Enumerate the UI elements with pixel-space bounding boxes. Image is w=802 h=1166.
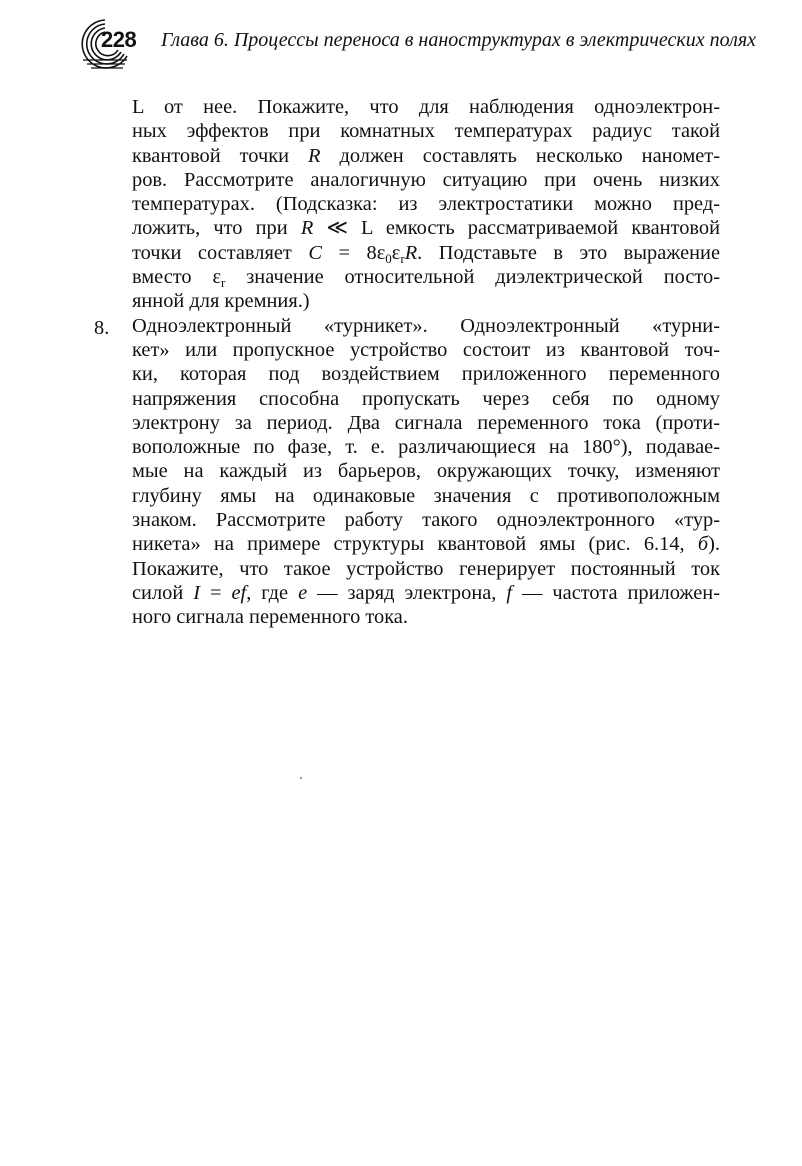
text-line: точки составляет $C = 8\varepsilon_0\varepsilon_rR$. Подставьте в это выражение: [132, 241, 721, 266]
text-line: напряжения способна пропускать через себя по одному: [132, 387, 720, 410]
page-number: 228: [101, 27, 137, 52]
text-line: квантовой точки R должен составлять несколько наномет-: [132, 144, 720, 167]
text-line: электрону за период. Два сигнала переменного тока (проти-: [132, 411, 720, 434]
text-line: ного сигнала переменного тока.: [132, 606, 408, 629]
text-line: воположные по фазе, т. е. различающиеся на 180°), подавае-: [132, 436, 720, 459]
text-line: L от нее. Покажите, что для наблюдения одноэлектрон-: [132, 96, 720, 118]
text-line: ных эффектов при комнатных температурах радиус такой: [132, 120, 720, 143]
text-line: силой I = ef, где e — заряд электрона, f — частота приложен-: [132, 581, 720, 604]
text-line: Покажите, что такое устройство генерирует постоянный ток: [132, 557, 720, 580]
text-line: ложить, что при R ≪ L емкость рассматриваемой квантовой: [132, 217, 721, 240]
text-line: янной для кремния.): [132, 290, 310, 313]
text-line: знаком. Рассмотрите работу такого одноэлектронного «тур-: [132, 509, 720, 532]
text-line: никета» на примере структуры квантовой ямы (рис. 6.14, б).: [132, 533, 720, 556]
text-line: Одноэлектронный «турникет». Одноэлектронный «турни-: [132, 314, 720, 337]
list-item-number: 8.: [94, 317, 110, 339]
text-line: ров. Рассмотрите аналогичную ситуацию при очень низких: [132, 168, 720, 191]
text-line: кет» или пропускное устройство состоит из квантовой точ-: [132, 338, 720, 361]
text-line: мые на каждый из барьеров, окружающих точку, изменяют: [132, 460, 720, 483]
stray-dot: [300, 777, 302, 779]
page-header: [75, 16, 756, 72]
text-line: температурах. (Подсказка: из электростатики можно пред-: [132, 193, 720, 216]
text-line: вместо $\varepsilon_r$ значение относительной диэлектрической посто-: [132, 266, 720, 291]
text-line: глубину ямы на одинаковые значения с противоположным: [132, 484, 720, 507]
text-line: ки, которая под воздействием приложенного переменного: [132, 363, 720, 386]
main-text: [132, 95, 720, 630]
running-head: Глава 6. Процессы переноса в наноструктурах в электрических полях: [161, 29, 756, 51]
